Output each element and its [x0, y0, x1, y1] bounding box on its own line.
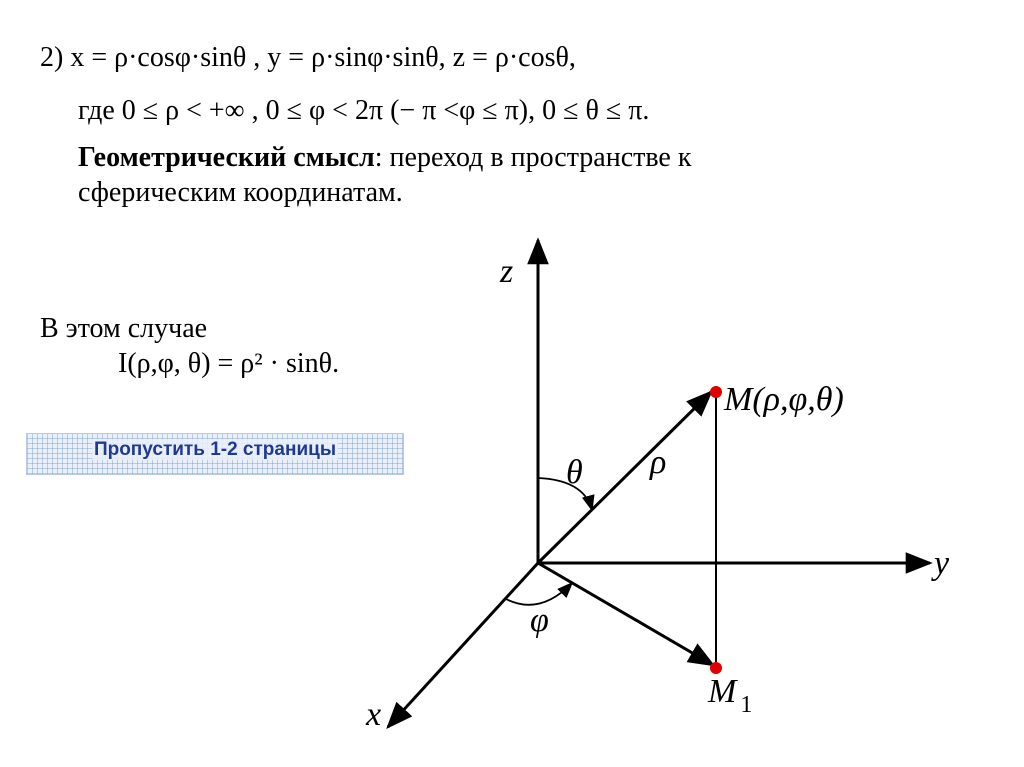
case-line: В этом случае [40, 313, 208, 344]
point-m-label: M(ρ,φ,θ) [724, 381, 844, 418]
x-axis [388, 563, 538, 727]
theta-arc [538, 478, 592, 510]
point-m1-sub: 1 [740, 692, 753, 718]
point-m [710, 386, 722, 398]
skip-pages-label: Пропустить 1-2 страницы [93, 439, 337, 460]
axis-y-label: y [934, 545, 950, 582]
phi-label: φ [530, 602, 549, 639]
geometric-meaning-bold: Геометрический смысл [78, 142, 375, 173]
geometric-meaning-line-2: сферическим координатам. [78, 177, 403, 208]
projection-vector [538, 563, 713, 665]
axis-x-label: x [366, 696, 382, 733]
radius-vector [538, 392, 711, 563]
jacobian-formula: I(ρ,φ, θ) = ρ² · sinθ. [118, 348, 340, 379]
point-m1-main: M [708, 673, 737, 710]
axis-z-label: z [500, 253, 514, 290]
point-m1-label [707, 673, 752, 718]
formula-line-1: 2) x = ρ·cosφ·sinθ , y = ρ·sinφ·sinθ, z = ρ·cosθ, [40, 42, 576, 73]
formula-line-2: где 0 ≤ ρ < +∞ , 0 ≤ φ < 2π (− π <φ ≤ π), 0 ≤ θ ≤ π. [78, 95, 650, 126]
geometric-meaning-rest: : переход в пространстве к [374, 142, 692, 173]
theta-label: θ [566, 454, 583, 491]
rho-label: ρ [650, 444, 667, 481]
